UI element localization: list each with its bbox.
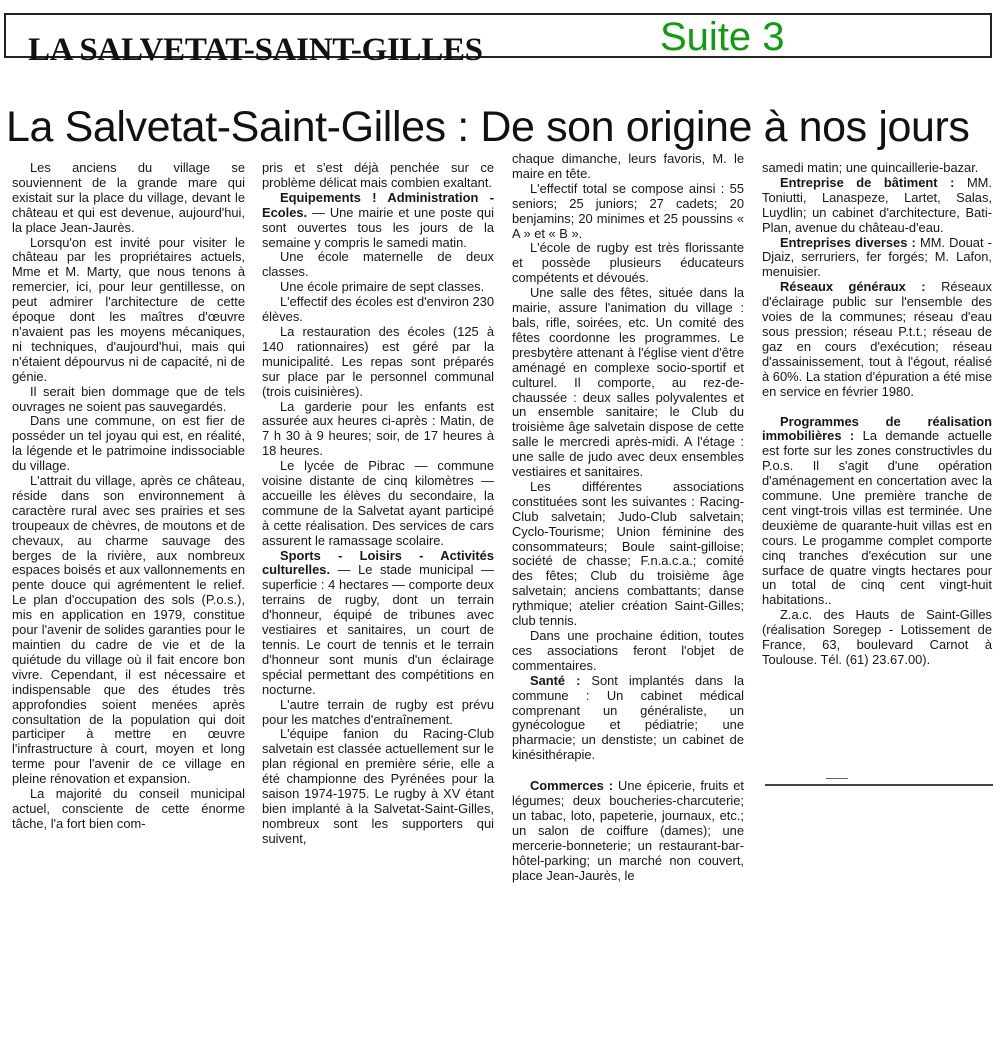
paragraph: La garderie pour les enfants est assurée aux heures ci-après : Matin, de 7 h 30 à 9 heures; soir, de 17 heures à 18 heures. <box>262 398 494 459</box>
article-headline: La Salvetat-Saint-Gilles : De son origine à nos jours <box>6 103 970 151</box>
section-text: — Le stade municipal — superficie : 4 hectares — comporte deux terrains de rugby, dont un terrain d'honneur, équipé de tribunes avec vestiaires et sanitaires, un court de tennis. Le court de tennis et le terrain d'honneur sont munis d'un éclairage spécial permettant des compétitions en nocturne. <box>262 562 494 697</box>
section-programmes <box>762 415 992 609</box>
paragraph: L'attrait du village, après ce château, réside dans son environnement à caractère rural avec ses prairies et ses troupeaux de chèvres, de moutons et de chevaux, au charme sauvage des berges de la rivière, aux nombreux espaces boisés et aux vallonnements en pente douce qui agrémentent le relief. Le plan d'occupation des sols (P.o.s.), mis en application en 1979, constitue pour l'avenir de solides garanties pour le maintien du cadre de vie et de la quiétude du village où il fait encore bon vivre. Cependant, il est nécessaire et indispensable que des études très approfondies soient menées après consultation de la population qui doit participer à mettre en œuvre l'infrastructure à court, moyen et long terme pour l'avenir de ce village en pleine rénovation et expansion. <box>12 473 245 787</box>
section-diverses <box>762 236 992 281</box>
section-text: Réseaux d'éclairage public sur l'ensemble des voies de la communes; réseau d'eau sous pression; réseau P.t.t.; réseau de gaz en cours d'exécution; réseau d'assainissement, tout à l'égout, réalisé à 60%. La station d'épuration a été mise en service en février 1980. <box>762 279 992 399</box>
paragraph: Une école primaire de sept classes. <box>280 279 485 295</box>
section-sports <box>262 549 494 698</box>
section-heading: Equipements ! Administration - Ecoles. <box>262 189 494 220</box>
paragraph: L'école de rugby est très florissante et possède plusieurs éducateurs compétents et dévoués. <box>512 240 744 286</box>
paragraph-continued: samedi matin; une quincaillerie-bazar. <box>762 160 979 175</box>
section-heading: Réseaux généraux : <box>780 279 926 295</box>
paragraph: Il serait bien dommage que de tels ouvrages ne soient pas sauvegardés. <box>12 383 245 414</box>
section-reseaux <box>762 280 992 399</box>
print-mark <box>826 778 848 785</box>
section-text: — Une mairie et une poste qui sont ouvertes tous les jours de la semaine y compris le samedi matin. <box>262 204 494 250</box>
paragraph: La restauration des écoles (125 à 140 rationnaires) est géré par la municipalité. Les repas sont préparés sur place par le personnel communal (trois cuisinières). <box>262 323 494 399</box>
section-heading: Programmes de réalisation immobilières : <box>762 413 992 444</box>
section-heading: Entreprise de bâtiment : <box>780 174 955 190</box>
section-equipements <box>262 191 494 251</box>
paragraph-zac: Z.a.c. des Hauts de Saint-Gilles (réalisation Soregep - Lotissement de France, 63, boulevard Carnot à Toulouse. Tél. (61) 23.67.00). <box>762 607 992 667</box>
paragraph: Lorsqu'on est invité pour visiter le château par les propriétaires actuels, Mme et M. Marty, que nous tenons à remercier, ici, pour leur gentillesse, on peut admirer l'architecture de cette époque dont les maîtres d'œuvre n'avaient pas les moyens mécaniques, ni techniques, d'aujourd'hui, mais qui n'étaient dépourvus ni de capacité, ni de génie. <box>12 234 245 384</box>
section-text: La demande actuelle est forte sur les zones constructivles du P.o.s. Il s'agit d'une opération d'aménagement en concertation avec la commune. Une première tranche de cent vingt-trois villas est terminée. Une deuxième de quarante-huit villas est en cours. Le progamme complet comporte cinq tranches d'exécution sur une surface de quatre vingts hectares pour un total de cinq cent vingt-huit habitations.. <box>762 428 992 608</box>
paragraph-continued: pris et s'est déjà penchée sur ce problème délicat mais combien exaltant. <box>262 160 494 190</box>
paragraph: L'autre terrain de rugby est prévu pour les matches d'entraînement. <box>262 696 494 727</box>
section-commerces <box>512 779 744 883</box>
column-4 <box>762 161 992 668</box>
section-heading: Commerces : <box>530 778 614 794</box>
section-text: Sont implantés dans la commune : Un cabinet médical comprenant un généraliste, un gynécologue et pédiatrie; une pharmacie; un denstiste; un cabinet de kinésithérapie. <box>512 672 744 763</box>
column-3 <box>512 152 744 884</box>
section-sante <box>512 674 744 763</box>
paragraph: Le lycée de Pibrac — commune voisine distante de cinq kilomètres — accueille les élèves du secondaire, la commune de la Salvetat ayant participé à cette réalisation. Des services de cars assurent le ramassage scolaire. <box>262 458 494 548</box>
paragraph: Une école maternelle de deux classes. <box>262 249 494 280</box>
paragraph: L'effectif des écoles est d'environ 230 élèves. <box>262 294 494 325</box>
column-end-rule <box>765 784 993 786</box>
paragraph: L'effectif total se compose ainsi : 55 seniors; 25 juniors; 27 cadets; 20 benjamins; 20 minimes et 25 poussins « A » et « B ». <box>512 180 744 241</box>
section-text: MM. Toniutti, Lanaspeze, Lartet, Salas, Luydlin; un cabinet d'architecture, Bati-Plan, avenue du château-d'eau. <box>762 174 992 235</box>
paragraph: Dans une prochaine édition, toutes ces associations feront l'objet de commentaires. <box>512 628 744 673</box>
column-1 <box>12 161 245 832</box>
paragraph-continued: chaque dimanche, leurs favoris, M. le maire en tête. <box>512 151 744 181</box>
section-heading: Entreprises diverses : <box>780 234 916 250</box>
paragraph: Les anciens du village se souviennent de la grande mare qui existait sur la place du village, devant le château et qui est devenue, aujourd'hui, la place Jean-Jaurès. <box>12 160 245 235</box>
paragraph: Dans une commune, on est fier de posséder un tel joyau qui est, en réalité, la légende et le patrimoine indissociable du village. <box>12 413 245 474</box>
masthead-title: LA SALVETAT-SAINT-GILLES <box>28 32 483 68</box>
masthead-box <box>4 13 992 68</box>
paragraph: Les différentes associations constituées sont les suivantes : Racing-Club salvetain; Judo-Club salvetain; Cyclo-Tourisme; Union féminine des consommateurs; Boule saint-gilloise; société de chasse; F.n.a.c.a.; comité des fêtes; Club du troisième âge salvetain; anciens combattants; danse rythmique; atelier création Saint-Gilles; club tennis. <box>512 478 744 629</box>
section-batiment <box>762 176 992 236</box>
paragraph: La majorité du conseil municipal actuel, consciente de cette énorme tâche, l'a fort bien com- <box>12 786 245 831</box>
section-heading: Sports - Loisirs - Activités culturelles. <box>262 547 494 578</box>
suite-label: Suite 3 <box>660 15 785 59</box>
section-text: Une épicerie, fruits et légumes; deux boucheries-charcuterie; un tabac, loto, papeterie, journaux, etc.; un salon de coiffure (dames); une mercerie-bonneterie; un restaurant-bar-hôtel-parking; un marché non couvert, place Jean-Jaurès, le <box>512 778 744 883</box>
paragraph: Une salle des fêtes, située dans la mairie, assure l'animation du village : bals, rifle, soirées, etc. Un comité des fêtes coordonne les programmes. Le presbytère attenant à l'église vient d'être aménagé en complexe socio-sportif et culturel. Il comporte, au rez-de-chaussée : deux salles polyvalentes et un ensemble sanitaire; le Club du troisième âge salvetain dispose de cette salle le mercredi après-midi. A l'étage : une salle de judo avec deux ensembles vestiaires et sanitaires. <box>512 285 744 480</box>
section-text: MM. Douat - Djaiz, serruriers, fer forgés; M. Lafon, menuisier. <box>762 234 992 280</box>
paragraph: L'équipe fanion du Racing-Club salvetain est classée actuellement sur le plan régional en première série, elle a été championne des Pyrénées pour la saison 1974-1975. Le rugby à XV étant bien implanté à la Salvetat-Saint-Gilles, nombreux sont les supporters qui suivent, <box>262 726 494 846</box>
section-heading: Santé : <box>530 672 581 688</box>
column-2 <box>262 161 494 847</box>
